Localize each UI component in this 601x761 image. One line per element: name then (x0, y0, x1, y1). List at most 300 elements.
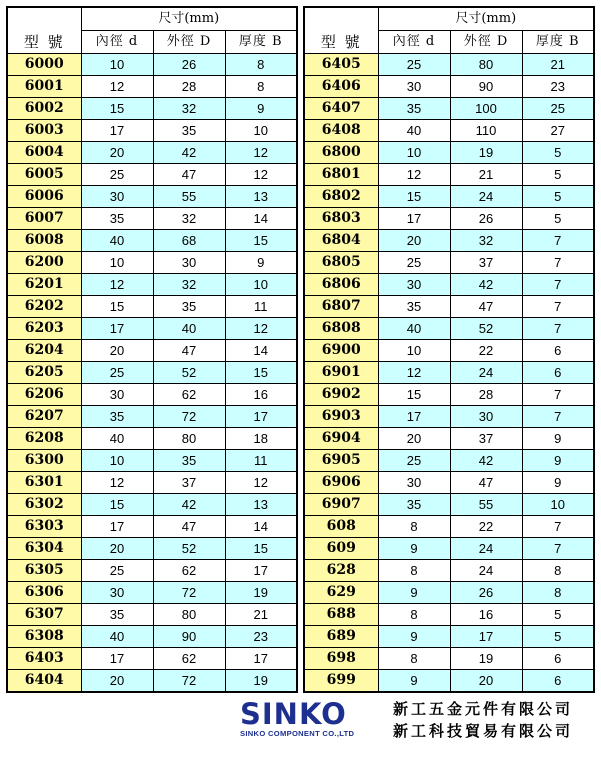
thickness-cell: 9 (225, 252, 297, 274)
inner-diameter-cell: 8 (378, 648, 450, 670)
table-row (304, 384, 594, 406)
model-number-cell: 6206 (7, 384, 81, 406)
footer (0, 694, 601, 754)
model-number-cell: 6903 (304, 406, 378, 428)
inner-diameter-cell: 30 (378, 472, 450, 494)
thickness-header: 厚度 B (225, 31, 297, 54)
table-row (304, 560, 594, 582)
thickness-cell: 17 (225, 406, 297, 428)
table-row (304, 76, 594, 98)
table-row (304, 670, 594, 693)
outer-diameter-cell: 24 (450, 186, 522, 208)
outer-diameter-cell: 47 (450, 296, 522, 318)
inner-diameter-cell: 35 (81, 208, 153, 230)
inner-diameter-cell: 9 (378, 538, 450, 560)
outer-diameter-cell: 47 (153, 340, 225, 362)
inner-diameter-cell: 9 (378, 582, 450, 604)
model-number-cell: 6403 (7, 648, 81, 670)
outer-diameter-cell: 47 (153, 516, 225, 538)
thickness-cell: 5 (522, 604, 594, 626)
outer-diameter-cell: 72 (153, 670, 225, 693)
outer-diameter-cell: 19 (450, 142, 522, 164)
outer-diameter-cell: 35 (153, 296, 225, 318)
inner-diameter-cell: 17 (81, 120, 153, 142)
inner-diameter-cell: 9 (378, 670, 450, 693)
inner-diameter-cell: 40 (81, 230, 153, 252)
thickness-cell: 5 (522, 208, 594, 230)
outer-diameter-cell: 22 (450, 516, 522, 538)
thickness-cell: 12 (225, 318, 297, 340)
model-number-cell: 6408 (304, 120, 378, 142)
thickness-cell: 23 (522, 76, 594, 98)
thickness-cell: 13 (225, 494, 297, 516)
model-number-cell: 6305 (7, 560, 81, 582)
thickness-cell: 17 (225, 648, 297, 670)
inner-diameter-cell: 20 (81, 340, 153, 362)
outer-diameter-cell: 110 (450, 120, 522, 142)
model-number-cell: 6907 (304, 494, 378, 516)
table-row (304, 604, 594, 626)
table-row (7, 164, 297, 186)
table-row (7, 252, 297, 274)
table-body-right (304, 54, 594, 693)
inner-diameter-cell: 12 (378, 164, 450, 186)
model-number-cell: 6008 (7, 230, 81, 252)
table-row (7, 670, 297, 693)
outer-diameter-cell: 22 (450, 340, 522, 362)
table-row (304, 164, 594, 186)
inner-diameter-cell: 20 (378, 230, 450, 252)
outer-diameter-cell: 24 (450, 560, 522, 582)
model-number-cell: 6303 (7, 516, 81, 538)
model-number-cell: 688 (304, 604, 378, 626)
thickness-cell: 10 (225, 120, 297, 142)
inner-diameter-cell: 10 (81, 450, 153, 472)
thickness-cell: 17 (225, 560, 297, 582)
inner-diameter-cell: 15 (81, 494, 153, 516)
outer-diameter-cell: 42 (153, 494, 225, 516)
inner-diameter-cell: 30 (81, 384, 153, 406)
model-number-cell: 6205 (7, 362, 81, 384)
model-header: 型 號 (304, 7, 378, 54)
size-header: 尺寸(mm) (378, 7, 594, 31)
thickness-cell: 6 (522, 670, 594, 693)
model-number-cell: 6208 (7, 428, 81, 450)
inner-diameter-cell: 10 (378, 340, 450, 362)
outer-diameter-cell: 35 (153, 450, 225, 472)
inner-diameter-cell: 12 (378, 362, 450, 384)
model-number-cell: 6007 (7, 208, 81, 230)
thickness-cell: 5 (522, 142, 594, 164)
thickness-cell: 16 (225, 384, 297, 406)
table-row (7, 362, 297, 384)
thickness-cell: 10 (225, 274, 297, 296)
inner-diameter-cell: 8 (378, 516, 450, 538)
thickness-cell: 8 (225, 76, 297, 98)
thickness-cell: 21 (225, 604, 297, 626)
thickness-cell: 7 (522, 384, 594, 406)
outer-diameter-header: 外徑 D (153, 31, 225, 54)
inner-diameter-cell: 17 (378, 208, 450, 230)
inner-diameter-header: 內徑 d (81, 31, 153, 54)
outer-diameter-cell: 90 (153, 626, 225, 648)
inner-diameter-cell: 25 (81, 164, 153, 186)
model-number-cell: 6207 (7, 406, 81, 428)
model-number-cell: 6407 (304, 98, 378, 120)
model-number-cell: 6808 (304, 318, 378, 340)
inner-diameter-cell: 25 (378, 54, 450, 76)
inner-diameter-cell: 8 (378, 560, 450, 582)
thickness-cell: 14 (225, 208, 297, 230)
inner-diameter-cell: 9 (378, 626, 450, 648)
outer-diameter-cell: 62 (153, 384, 225, 406)
inner-diameter-cell: 20 (81, 538, 153, 560)
thickness-cell: 6 (522, 362, 594, 384)
table-row (304, 230, 594, 252)
outer-diameter-cell: 32 (153, 208, 225, 230)
thickness-cell: 13 (225, 186, 297, 208)
model-number-cell: 6201 (7, 274, 81, 296)
outer-diameter-cell: 32 (153, 98, 225, 120)
table-row (304, 296, 594, 318)
thickness-cell: 11 (225, 450, 297, 472)
table-row (7, 450, 297, 472)
thickness-cell: 12 (225, 164, 297, 186)
bearing-table-left (6, 6, 298, 693)
model-number-cell: 6406 (304, 76, 378, 98)
table-row (304, 362, 594, 384)
table-row (7, 54, 297, 76)
thickness-cell: 9 (522, 450, 594, 472)
sinko-logo: SINKO (240, 697, 347, 731)
inner-diameter-cell: 30 (81, 186, 153, 208)
thickness-cell: 15 (225, 230, 297, 252)
model-number-cell: 6001 (7, 76, 81, 98)
model-number-cell: 6002 (7, 98, 81, 120)
model-number-cell: 6803 (304, 208, 378, 230)
table-body-left (7, 54, 297, 693)
table-row (7, 230, 297, 252)
thickness-cell: 25 (522, 98, 594, 120)
outer-diameter-cell: 35 (153, 120, 225, 142)
model-number-cell: 6304 (7, 538, 81, 560)
outer-diameter-cell: 26 (450, 582, 522, 604)
inner-diameter-cell: 35 (81, 406, 153, 428)
thickness-cell: 7 (522, 538, 594, 560)
table-row (7, 582, 297, 604)
model-number-cell: 6805 (304, 252, 378, 274)
inner-diameter-cell: 20 (378, 428, 450, 450)
table-row (7, 76, 297, 98)
model-number-cell: 6404 (7, 670, 81, 693)
thickness-cell: 7 (522, 230, 594, 252)
outer-diameter-cell: 62 (153, 648, 225, 670)
model-number-cell: 6307 (7, 604, 81, 626)
thickness-cell: 14 (225, 340, 297, 362)
table-row (304, 142, 594, 164)
outer-diameter-cell: 80 (153, 604, 225, 626)
table-row (304, 472, 594, 494)
thickness-cell: 8 (225, 54, 297, 76)
model-number-cell: 6901 (304, 362, 378, 384)
outer-diameter-cell: 72 (153, 406, 225, 428)
inner-diameter-cell: 12 (81, 76, 153, 98)
outer-diameter-cell: 72 (153, 582, 225, 604)
thickness-cell: 5 (522, 626, 594, 648)
outer-diameter-cell: 47 (153, 164, 225, 186)
model-number-cell: 6302 (7, 494, 81, 516)
inner-diameter-cell: 12 (81, 274, 153, 296)
table-row (304, 406, 594, 428)
thickness-cell: 14 (225, 516, 297, 538)
model-header: 型 號 (7, 7, 81, 54)
table-row (304, 54, 594, 76)
thickness-cell: 7 (522, 318, 594, 340)
table-row (304, 186, 594, 208)
model-number-cell: 6006 (7, 186, 81, 208)
thickness-cell: 18 (225, 428, 297, 450)
thickness-cell: 6 (522, 648, 594, 670)
table-row (7, 340, 297, 362)
outer-diameter-cell: 30 (450, 406, 522, 428)
outer-diameter-cell: 16 (450, 604, 522, 626)
inner-diameter-cell: 25 (378, 450, 450, 472)
outer-diameter-cell: 21 (450, 164, 522, 186)
inner-diameter-cell: 17 (81, 516, 153, 538)
table-row (304, 516, 594, 538)
model-number-cell: 6902 (304, 384, 378, 406)
model-number-cell: 6904 (304, 428, 378, 450)
model-number-cell: 699 (304, 670, 378, 693)
thickness-cell: 7 (522, 406, 594, 428)
table-row (304, 318, 594, 340)
thickness-cell: 8 (522, 582, 594, 604)
company-name-1: 新工五金元件有限公司 (393, 700, 574, 718)
inner-diameter-cell: 40 (81, 626, 153, 648)
inner-diameter-cell: 15 (378, 384, 450, 406)
inner-diameter-cell: 8 (378, 604, 450, 626)
inner-diameter-cell: 35 (378, 494, 450, 516)
model-number-cell: 6405 (304, 54, 378, 76)
inner-diameter-cell: 30 (378, 274, 450, 296)
outer-diameter-cell: 40 (153, 318, 225, 340)
size-header: 尺寸(mm) (81, 7, 297, 31)
outer-diameter-cell: 26 (153, 54, 225, 76)
outer-diameter-cell: 24 (450, 362, 522, 384)
model-number-cell: 6300 (7, 450, 81, 472)
model-number-cell: 6804 (304, 230, 378, 252)
model-number-cell: 6906 (304, 472, 378, 494)
inner-diameter-cell: 30 (81, 582, 153, 604)
inner-diameter-cell: 25 (81, 362, 153, 384)
inner-diameter-cell: 40 (378, 318, 450, 340)
thickness-cell: 15 (225, 538, 297, 560)
model-number-cell: 6003 (7, 120, 81, 142)
model-number-cell: 608 (304, 516, 378, 538)
model-number-cell: 6905 (304, 450, 378, 472)
thickness-cell: 9 (522, 428, 594, 450)
inner-diameter-cell: 40 (81, 428, 153, 450)
thickness-cell: 11 (225, 296, 297, 318)
inner-diameter-cell: 10 (81, 54, 153, 76)
outer-diameter-cell: 24 (450, 538, 522, 560)
table-row (7, 208, 297, 230)
thickness-cell: 9 (522, 472, 594, 494)
outer-diameter-cell: 26 (450, 208, 522, 230)
model-number-cell: 609 (304, 538, 378, 560)
thickness-cell: 23 (225, 626, 297, 648)
model-number-cell: 6301 (7, 472, 81, 494)
outer-diameter-cell: 37 (450, 252, 522, 274)
thickness-cell: 21 (522, 54, 594, 76)
model-number-cell: 6000 (7, 54, 81, 76)
inner-diameter-cell: 25 (378, 252, 450, 274)
model-number-cell: 6900 (304, 340, 378, 362)
table-row (7, 516, 297, 538)
table-row (7, 384, 297, 406)
inner-diameter-cell: 10 (81, 252, 153, 274)
table-row (7, 406, 297, 428)
model-number-cell: 6202 (7, 296, 81, 318)
inner-diameter-cell: 35 (378, 98, 450, 120)
outer-diameter-cell: 55 (450, 494, 522, 516)
thickness-cell: 19 (225, 582, 297, 604)
inner-diameter-header: 內徑 d (378, 31, 450, 54)
inner-diameter-cell: 10 (378, 142, 450, 164)
table-row (7, 494, 297, 516)
thickness-cell: 6 (522, 340, 594, 362)
outer-diameter-cell: 37 (450, 428, 522, 450)
inner-diameter-cell: 20 (81, 670, 153, 693)
table-row (7, 538, 297, 560)
table-row (304, 120, 594, 142)
table-row (7, 186, 297, 208)
model-number-cell: 6806 (304, 274, 378, 296)
table-row (7, 296, 297, 318)
thickness-cell: 12 (225, 472, 297, 494)
outer-diameter-cell: 42 (450, 450, 522, 472)
model-number-cell: 6802 (304, 186, 378, 208)
table-row (7, 626, 297, 648)
model-number-cell: 6204 (7, 340, 81, 362)
model-number-cell: 6801 (304, 164, 378, 186)
inner-diameter-cell: 30 (378, 76, 450, 98)
table-row (304, 340, 594, 362)
thickness-cell: 10 (522, 494, 594, 516)
thickness-cell: 27 (522, 120, 594, 142)
model-number-cell: 698 (304, 648, 378, 670)
inner-diameter-cell: 35 (378, 296, 450, 318)
outer-diameter-cell: 32 (153, 274, 225, 296)
model-number-cell: 6807 (304, 296, 378, 318)
outer-diameter-cell: 28 (153, 76, 225, 98)
outer-diameter-cell: 62 (153, 560, 225, 582)
table-row (304, 274, 594, 296)
model-number-cell: 6005 (7, 164, 81, 186)
inner-diameter-cell: 17 (378, 406, 450, 428)
outer-diameter-cell: 28 (450, 384, 522, 406)
table-row (304, 428, 594, 450)
table-row (304, 582, 594, 604)
table-row (304, 626, 594, 648)
outer-diameter-cell: 42 (153, 142, 225, 164)
inner-diameter-cell: 35 (81, 604, 153, 626)
inner-diameter-cell: 15 (81, 296, 153, 318)
table-row (304, 648, 594, 670)
outer-diameter-cell: 80 (153, 428, 225, 450)
inner-diameter-cell: 12 (81, 472, 153, 494)
company-name-2: 新工科技貿易有限公司 (393, 722, 574, 740)
table-row (304, 494, 594, 516)
model-number-cell: 689 (304, 626, 378, 648)
thickness-cell: 8 (522, 560, 594, 582)
table-row (7, 648, 297, 670)
logo-subtitle: SINKO COMPONENT CO.,LTD (240, 729, 355, 738)
thickness-cell: 7 (522, 296, 594, 318)
table-row (7, 98, 297, 120)
outer-diameter-cell: 100 (450, 98, 522, 120)
thickness-cell: 7 (522, 516, 594, 538)
outer-diameter-cell: 19 (450, 648, 522, 670)
thickness-header: 厚度 B (522, 31, 594, 54)
thickness-cell: 15 (225, 362, 297, 384)
table-row (304, 98, 594, 120)
outer-diameter-cell: 37 (153, 472, 225, 494)
model-number-cell: 628 (304, 560, 378, 582)
inner-diameter-cell: 17 (81, 648, 153, 670)
inner-diameter-cell: 17 (81, 318, 153, 340)
outer-diameter-cell: 52 (450, 318, 522, 340)
model-number-cell: 6308 (7, 626, 81, 648)
outer-diameter-cell: 52 (153, 538, 225, 560)
thickness-cell: 7 (522, 274, 594, 296)
outer-diameter-cell: 30 (153, 252, 225, 274)
thickness-cell: 5 (522, 164, 594, 186)
table-row (304, 252, 594, 274)
table-row (304, 208, 594, 230)
model-number-cell: 6800 (304, 142, 378, 164)
thickness-cell: 5 (522, 186, 594, 208)
outer-diameter-cell: 17 (450, 626, 522, 648)
model-number-cell: 6200 (7, 252, 81, 274)
outer-diameter-cell: 52 (153, 362, 225, 384)
outer-diameter-cell: 68 (153, 230, 225, 252)
table-row (304, 538, 594, 560)
inner-diameter-cell: 40 (378, 120, 450, 142)
model-number-cell: 6203 (7, 318, 81, 340)
table-row (7, 472, 297, 494)
outer-diameter-cell: 47 (450, 472, 522, 494)
thickness-cell: 9 (225, 98, 297, 120)
thickness-cell: 19 (225, 670, 297, 693)
table-row (7, 274, 297, 296)
inner-diameter-cell: 25 (81, 560, 153, 582)
outer-diameter-cell: 20 (450, 670, 522, 693)
outer-diameter-cell: 80 (450, 54, 522, 76)
outer-diameter-cell: 32 (450, 230, 522, 252)
table-row (304, 450, 594, 472)
bearing-table-right (303, 6, 595, 693)
table-row (7, 428, 297, 450)
outer-diameter-cell: 55 (153, 186, 225, 208)
outer-diameter-header: 外徑 D (450, 31, 522, 54)
table-row (7, 318, 297, 340)
model-number-cell: 6004 (7, 142, 81, 164)
outer-diameter-cell: 42 (450, 274, 522, 296)
thickness-cell: 7 (522, 252, 594, 274)
table-row (7, 120, 297, 142)
inner-diameter-cell: 15 (378, 186, 450, 208)
